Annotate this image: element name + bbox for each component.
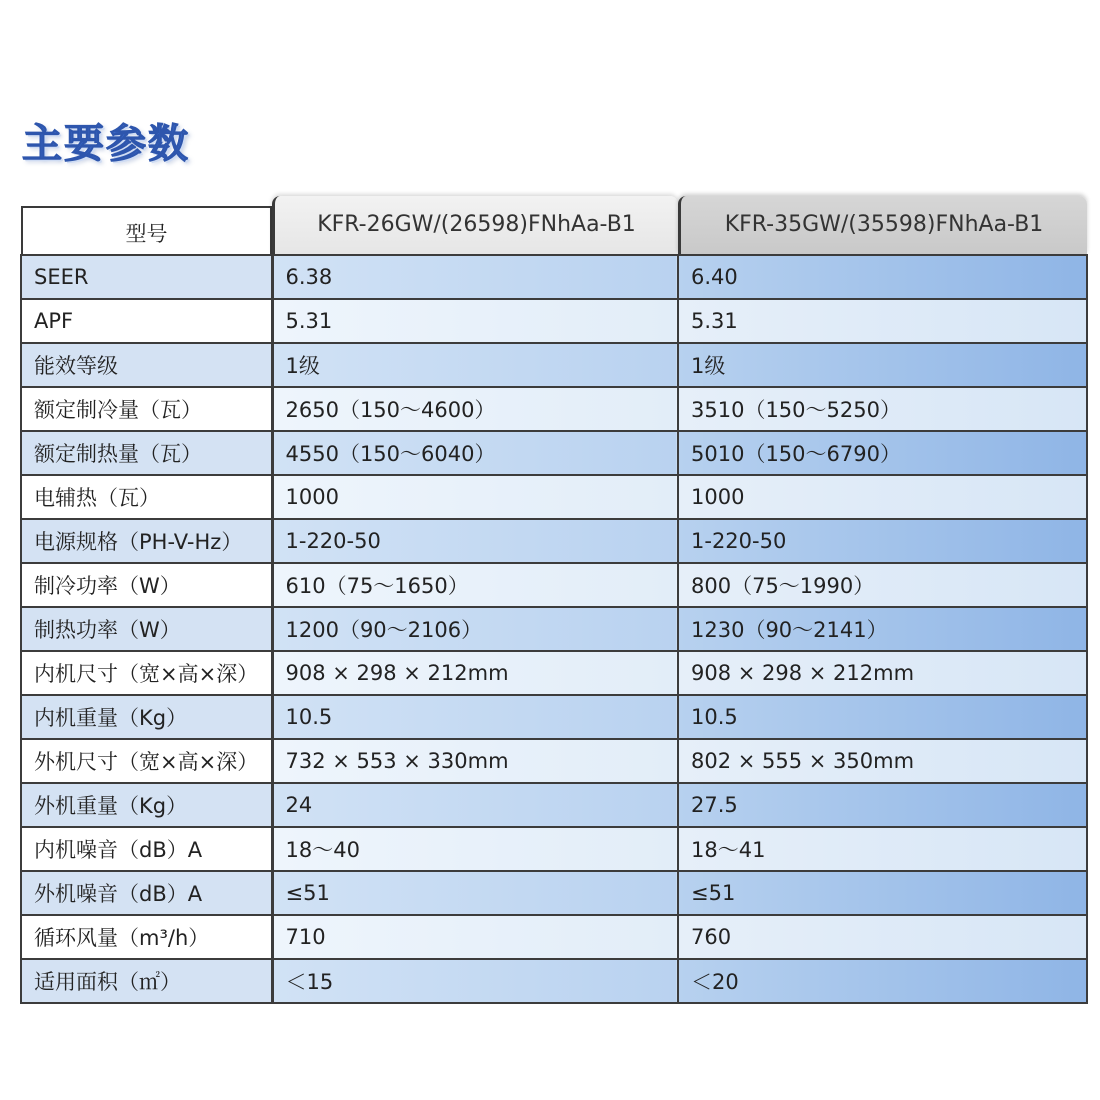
model-a-value: 5.31 (272, 299, 678, 343)
model-a-header: KFR-26GW/(26598)FNhAa-B1 (272, 190, 678, 255)
table-row (21, 651, 1087, 695)
row-label: 循环风量（m³/h） (21, 915, 272, 959)
table-row (21, 431, 1087, 475)
row-label: 内机重量（Kg） (21, 695, 272, 739)
table-row (21, 783, 1087, 827)
model-b-value: 908 × 298 × 212mm (678, 651, 1087, 695)
model-a-value: 10.5 (272, 695, 678, 739)
table-row (21, 607, 1087, 651)
page-title: 主要参数 (22, 121, 190, 167)
row-label: APF (21, 299, 272, 343)
model-a-value: 4550（150～6040） (272, 431, 678, 475)
model-a-value: 1200（90～2106） (272, 607, 678, 651)
model-a-value: 710 (272, 915, 678, 959)
model-a-value: 2650（150～4600） (272, 387, 678, 431)
model-b-value: 10.5 (678, 695, 1087, 739)
row-label: 能效等级 (21, 343, 272, 387)
model-a-value: 610（75～1650） (272, 563, 678, 607)
model-b-value: 1230（90～2141） (678, 607, 1087, 651)
row-label: 额定制热量（瓦） (21, 431, 272, 475)
model-b-value: 6.40 (678, 255, 1087, 299)
model-b-value: 27.5 (678, 783, 1087, 827)
row-label: SEER (21, 255, 272, 299)
model-b-value: ≤51 (678, 871, 1087, 915)
model-a-value: 24 (272, 783, 678, 827)
model-a-value: ≤51 (272, 871, 678, 915)
model-b-value: 18～41 (678, 827, 1087, 871)
table-row (21, 959, 1087, 1003)
table-row (21, 563, 1087, 607)
model-a-value: 732 × 553 × 330mm (272, 739, 678, 783)
row-label: 内机尺寸（宽×高×深） (21, 651, 272, 695)
row-label: 电源规格（PH-V-Hz） (21, 519, 272, 563)
model-a-value: 1级 (272, 343, 678, 387)
row-label: 适用面积（㎡） (21, 959, 272, 1003)
model-b-value: ＜20 (678, 959, 1087, 1003)
model-b-value: 1000 (678, 475, 1087, 519)
model-b-value: 802 × 555 × 350mm (678, 739, 1087, 783)
table-row (21, 299, 1087, 343)
spec-table-body (21, 255, 1087, 1003)
table-header-row (21, 190, 1087, 255)
model-b-value: 5010（150～6790） (678, 431, 1087, 475)
table-row (21, 519, 1087, 563)
model-label-header: 型号 (21, 190, 272, 255)
model-b-value: 1-220-50 (678, 519, 1087, 563)
row-label: 额定制冷量（瓦） (21, 387, 272, 431)
model-a-value: ＜15 (272, 959, 678, 1003)
model-b-header: KFR-35GW/(35598)FNhAa-B1 (678, 190, 1087, 255)
model-a-value: 908 × 298 × 212mm (272, 651, 678, 695)
row-label: 制热功率（W） (21, 607, 272, 651)
model-b-value: 1级 (678, 343, 1087, 387)
table-row (21, 255, 1087, 299)
model-a-value: 1-220-50 (272, 519, 678, 563)
model-a-value: 18～40 (272, 827, 678, 871)
model-b-value: 5.31 (678, 299, 1087, 343)
table-row (21, 739, 1087, 783)
table-row (21, 871, 1087, 915)
model-b-value: 760 (678, 915, 1087, 959)
table-row (21, 343, 1087, 387)
model-b-value: 800（75～1990） (678, 563, 1087, 607)
row-label: 电辅热（瓦） (21, 475, 272, 519)
table-row (21, 695, 1087, 739)
model-a-value: 1000 (272, 475, 678, 519)
model-a-value: 6.38 (272, 255, 678, 299)
row-label: 制冷功率（W） (21, 563, 272, 607)
table-row (21, 915, 1087, 959)
row-label: 外机重量（Kg） (21, 783, 272, 827)
row-label: 内机噪音（dB）A (21, 827, 272, 871)
table-row (21, 387, 1087, 431)
spec-table (20, 190, 1088, 1004)
model-b-value: 3510（150～5250） (678, 387, 1087, 431)
table-row (21, 827, 1087, 871)
row-label: 外机尺寸（宽×高×深） (21, 739, 272, 783)
table-row (21, 475, 1087, 519)
row-label: 外机噪音（dB）A (21, 871, 272, 915)
